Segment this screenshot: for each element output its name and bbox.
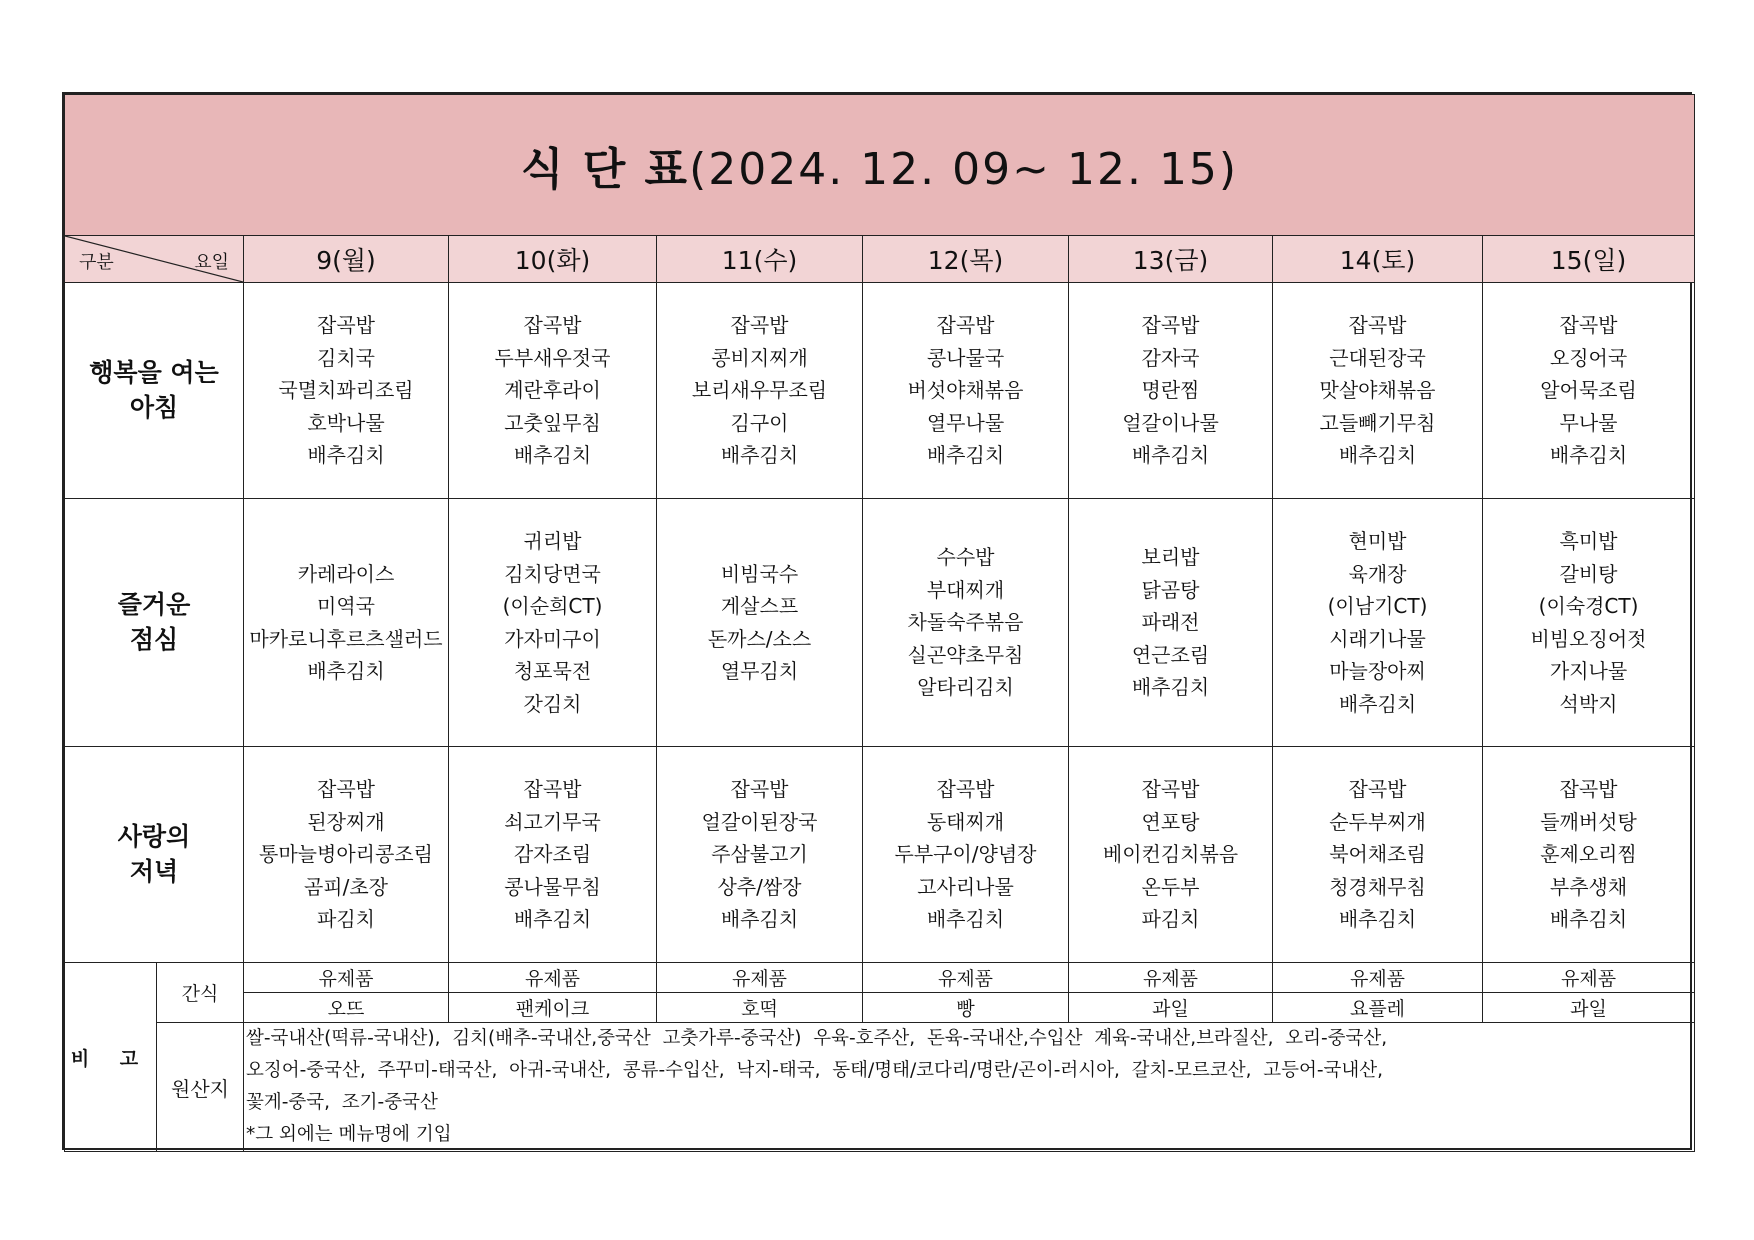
- menu-item: 가자미구이: [504, 626, 601, 651]
- menu-item: 귀리밥: [523, 529, 582, 553]
- lunch-menu-cell: [863, 499, 1069, 747]
- lunch-menu-cell: [1483, 499, 1695, 747]
- menu-item: 배추김치: [926, 907, 1005, 932]
- dinner-menu-cell: [863, 747, 1069, 963]
- lunch-menu-cell: [657, 499, 863, 747]
- menu-item: 잡곡밥: [1348, 777, 1407, 802]
- snack-item: 팬케이크: [449, 993, 657, 1023]
- corner-label-day: 요일: [194, 252, 229, 273]
- menu-item: 석박지: [1559, 691, 1618, 716]
- menu-item: 근대된장국: [1329, 345, 1426, 370]
- menu-item: 닭곰탕: [1141, 577, 1200, 602]
- menu-item: 맛살야채볶음: [1319, 378, 1436, 403]
- snack-item: 빵: [863, 993, 1069, 1023]
- snack-item: 유제품: [1273, 963, 1483, 993]
- menu-item: 배추김치: [513, 907, 592, 932]
- menu-item: 알어묵조림: [1540, 378, 1637, 403]
- menu-item: 북어채조림: [1329, 842, 1426, 867]
- menu-item: 연포탕: [1141, 809, 1200, 834]
- breakfast-menu-cell: [657, 283, 863, 499]
- menu-item: 배추김치: [1338, 907, 1417, 932]
- menu-item: 실곤약초무침: [907, 642, 1024, 667]
- menu-item: 감자국: [1141, 345, 1200, 370]
- menu-item: 배추김치: [307, 659, 385, 683]
- lunch-label: 즐거운 점심: [65, 499, 244, 747]
- menu-item: 순두부찌개: [1329, 809, 1426, 834]
- menu-item: 시래기나물: [1329, 626, 1426, 651]
- menu-item: 잡곡밥: [317, 777, 375, 802]
- menu-item: 보리밥: [1141, 545, 1200, 570]
- menu-item: 고춧잎무침: [504, 410, 601, 435]
- origin-label: 원산지: [157, 1023, 244, 1152]
- menu-item: 잡곡밥: [936, 313, 995, 338]
- page-title: 식 단 표: [520, 144, 690, 195]
- menu-item: 들깨버섯탕: [1540, 809, 1637, 834]
- menu-item: 잡곡밥: [523, 777, 582, 802]
- menu-item: 파래전: [1141, 610, 1200, 635]
- menu-item: 호박나물: [307, 410, 385, 435]
- menu-item: 가지나물: [1549, 659, 1628, 683]
- origin-line: 쌀-국내산(떡류-국내산), 김치(배추-국내산,중국산 고춧가루-중국산) 우육-호주산, 돈육-국내산,수입산 계육-국내산,브라질산, 오리-중국산,: [246, 1028, 1388, 1049]
- menu-item: 쇠고기무국: [504, 809, 601, 834]
- dinner-menu-cell: [1069, 747, 1273, 963]
- dinner-menu-cell: [1273, 747, 1483, 963]
- menu-item: 잡곡밥: [1559, 313, 1618, 338]
- breakfast-menu-cell: [1273, 283, 1483, 499]
- menu-item: 현미밥: [1348, 529, 1407, 553]
- dinner-menu-cell: [657, 747, 863, 963]
- snack-item: 과일: [1069, 993, 1273, 1023]
- menu-item: 무나물: [1559, 410, 1618, 435]
- menu-item: 배추김치: [1338, 691, 1417, 716]
- menu-item: 잡곡밥: [730, 777, 789, 802]
- day-header: 15(일): [1483, 236, 1695, 283]
- menu-item: 배추김치: [720, 443, 799, 468]
- menu-item: 파김치: [1141, 907, 1200, 932]
- menu-item: 수수밥: [936, 545, 995, 570]
- menu-item: 알타리김치: [917, 675, 1014, 700]
- day-header: 12(목): [863, 236, 1069, 283]
- menu-item: 명란찜: [1141, 378, 1200, 403]
- breakfast-menu-cell: [244, 283, 449, 499]
- menu-item: 잡곡밥: [1559, 777, 1618, 802]
- breakfast-menu-cell: [1483, 283, 1695, 499]
- menu-item: (이남기CT): [1327, 594, 1428, 618]
- menu-item: 청포묵전: [513, 659, 592, 683]
- menu-item: 잡곡밥: [1141, 313, 1200, 338]
- menu-item: 배추김치: [926, 443, 1005, 468]
- dinner-menu-cell: [449, 747, 657, 963]
- origin-line: 꽃게-중국, 조기-중국산: [246, 1092, 438, 1113]
- snack-item: 유제품: [863, 963, 1069, 993]
- menu-item: 김치당면국: [504, 561, 601, 586]
- dinner-menu-cell: [244, 747, 449, 963]
- day-header: 9(월): [244, 236, 449, 283]
- menu-item: 얼갈이나물: [1122, 410, 1219, 435]
- menu-item: 배추김치: [1549, 907, 1628, 932]
- menu-item: 배추김치: [307, 443, 385, 468]
- lunch-menu-cell: [449, 499, 657, 747]
- menu-item: 베이컨김치볶음: [1102, 842, 1239, 867]
- menu-sheet: [62, 92, 1692, 1150]
- menu-item: 국멸치꽈리조림: [278, 378, 414, 403]
- menu-item: 콩나물무침: [504, 874, 601, 899]
- origin-line: 오징어-중국산, 주꾸미-태국산, 아귀-국내산, 콩류-수입산, 낙지-태국, 동태/명태/코다리/명란/곤이-러시아, 갈치-모르코산, 고등어-국내산,: [246, 1060, 1384, 1081]
- date-range: (2024. 12. 09~ 12. 15): [689, 144, 1239, 195]
- snack-item: 유제품: [449, 963, 657, 993]
- snack-item: 유제품: [1069, 963, 1273, 993]
- menu-item: 배추김치: [513, 443, 592, 468]
- menu-item: 고사리나물: [917, 874, 1014, 899]
- menu-item: 청경채무침: [1329, 874, 1426, 899]
- menu-item: 흑미밥: [1559, 529, 1618, 553]
- title-banner: [65, 95, 1695, 236]
- day-header: 14(토): [1273, 236, 1483, 283]
- menu-item: 카레라이스: [297, 561, 395, 586]
- menu-item: 차돌숙주볶음: [907, 610, 1024, 635]
- day-header: 13(금): [1069, 236, 1273, 283]
- menu-item: 감자조림: [513, 842, 592, 867]
- menu-item: 잡곡밥: [936, 777, 995, 802]
- menu-item: 고들빼기무침: [1319, 410, 1436, 435]
- menu-item: 배추김치: [1549, 443, 1628, 468]
- menu-item: 김구이: [730, 410, 789, 435]
- origin-line: *그 외에는 메뉴명에 기입: [246, 1124, 452, 1145]
- breakfast-menu-cell: [449, 283, 657, 499]
- menu-item: (이순희CT): [502, 594, 603, 618]
- menu-item: 부추생채: [1549, 874, 1628, 899]
- breakfast-menu-cell: [1069, 283, 1273, 499]
- snack-item: 과일: [1483, 993, 1695, 1023]
- menu-item: 부대찌개: [926, 577, 1005, 602]
- menu-item: 마늘장아찌: [1329, 659, 1426, 683]
- menu-item: 열무나물: [926, 410, 1005, 435]
- lunch-menu-cell: [244, 499, 449, 747]
- menu-item: 비빔국수: [720, 561, 799, 586]
- menu-item: 돈까스/소스: [707, 626, 812, 651]
- menu-item: 보리새우무조림: [691, 378, 828, 403]
- menu-table: [64, 94, 1695, 1152]
- menu-item: 두부구이/양념장: [894, 842, 1037, 867]
- menu-item: 콩나물국: [926, 345, 1005, 370]
- menu-item: 배추김치: [1338, 443, 1417, 468]
- snack-item: 유제품: [1483, 963, 1695, 993]
- menu-item: 잡곡밥: [317, 313, 375, 338]
- menu-item: 잡곡밥: [1141, 777, 1200, 802]
- menu-item: 비빔오징어젓: [1530, 626, 1647, 651]
- menu-item: 오징어국: [1549, 345, 1628, 370]
- menu-item: 콩비지찌개: [711, 345, 808, 370]
- menu-item: 주삼불고기: [711, 842, 808, 867]
- menu-item: 김치국: [317, 345, 375, 370]
- snack-item: 유제품: [244, 963, 449, 993]
- lunch-menu-cell: [1273, 499, 1483, 747]
- snack-item: 요플레: [1273, 993, 1483, 1023]
- day-header: 11(수): [657, 236, 863, 283]
- breakfast-menu-cell: [863, 283, 1069, 499]
- breakfast-label: 행복을 여는 아침: [65, 283, 244, 499]
- origin-text: [244, 1023, 1695, 1152]
- menu-item: 계란후라이: [504, 378, 601, 403]
- dinner-menu-cell: [1483, 747, 1695, 963]
- dinner-label: 사랑의 저녁: [65, 747, 244, 963]
- snack-item: 호떡: [657, 993, 863, 1023]
- menu-item: 상추/쌈장: [717, 874, 802, 899]
- snack-item: 오뜨: [244, 993, 449, 1023]
- menu-item: 온두부: [1141, 874, 1200, 899]
- menu-item: 열무김치: [720, 659, 799, 683]
- snack-item: 유제품: [657, 963, 863, 993]
- menu-item: 얼갈이된장국: [701, 809, 818, 834]
- menu-item: 육개장: [1348, 561, 1407, 586]
- menu-item: 잡곡밥: [523, 313, 582, 338]
- menu-item: 미역국: [317, 594, 375, 618]
- header-corner: [65, 236, 244, 283]
- menu-item: 게살스프: [720, 594, 799, 618]
- menu-item: 갈비탕: [1559, 561, 1618, 586]
- menu-item: 잡곡밥: [1348, 313, 1407, 338]
- menu-item: 잡곡밥: [730, 313, 789, 338]
- menu-item: 마카로니후르츠샐러드: [249, 626, 443, 651]
- menu-item: 파김치: [317, 907, 375, 932]
- menu-item: 연근조림: [1131, 642, 1210, 667]
- notes-label: 비 고: [65, 963, 157, 1152]
- menu-item: 된장찌개: [307, 809, 385, 834]
- menu-item: 갓김치: [523, 691, 582, 716]
- day-header: 10(화): [449, 236, 657, 283]
- menu-item: 곰피/초장: [303, 874, 389, 899]
- menu-item: (이숙경CT): [1538, 594, 1639, 618]
- lunch-menu-cell: [1069, 499, 1273, 747]
- menu-item: 배추김치: [1131, 443, 1210, 468]
- menu-item: 두부새우젓국: [494, 345, 611, 370]
- menu-item: 통마늘병아리콩조림: [259, 842, 433, 867]
- menu-item: 배추김치: [720, 907, 799, 932]
- menu-item: 동태찌개: [926, 809, 1005, 834]
- menu-item: 훈제오리찜: [1540, 842, 1637, 867]
- snack-label: 간식: [157, 963, 244, 1023]
- menu-item: 배추김치: [1131, 675, 1210, 700]
- menu-item: 버섯야채볶음: [907, 378, 1024, 403]
- corner-label-category: 구분: [79, 252, 114, 273]
